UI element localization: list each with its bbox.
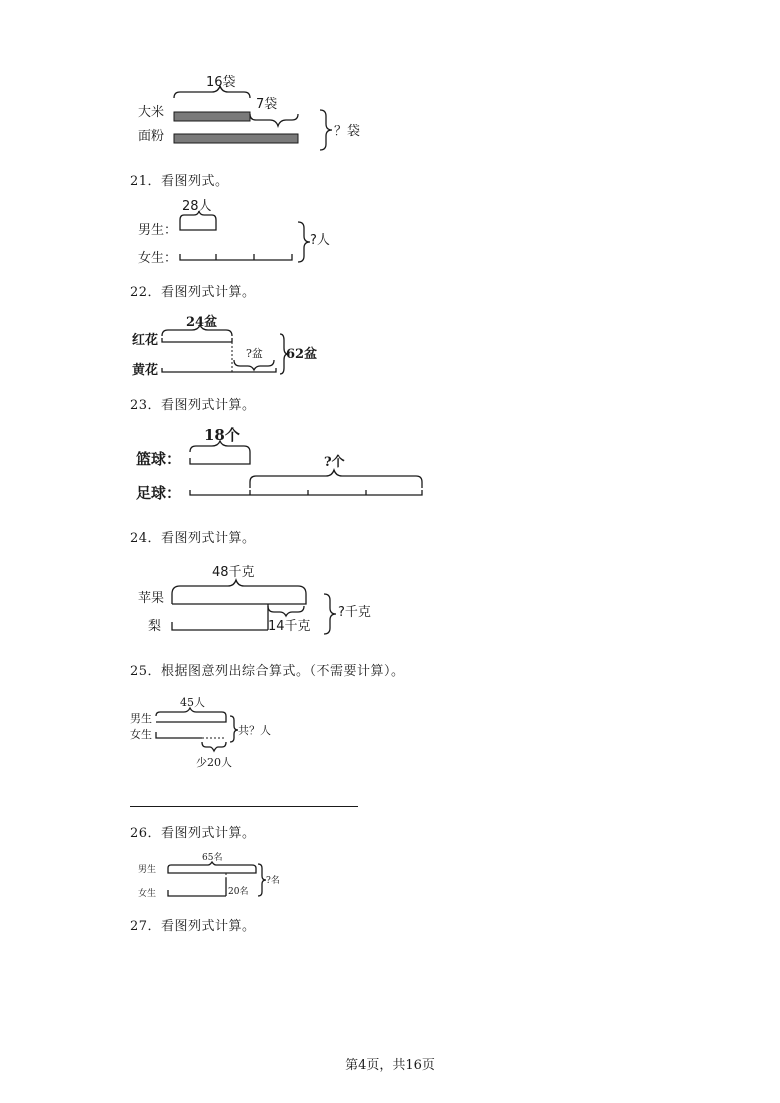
row-label-apple: 苹果 xyxy=(138,591,165,606)
diagram-q23 xyxy=(130,424,430,504)
label-top: 45人 xyxy=(180,696,205,709)
label-top: 65名 xyxy=(202,853,223,863)
row-label-rice: 大米 xyxy=(138,105,165,120)
label-total: ?人 xyxy=(310,233,330,248)
brace-diff xyxy=(202,742,226,751)
row-label-boys: 男生： xyxy=(138,223,178,238)
label-diff: ?盆 xyxy=(246,347,263,360)
label-total: ?千克 xyxy=(338,605,371,620)
row-label-girls: 女生 xyxy=(130,728,152,741)
line-boys xyxy=(168,868,256,873)
label-top: 48千克 xyxy=(212,565,255,580)
question-25: 25．根据图意列出综合算式。（不需要计算）。 xyxy=(130,664,405,679)
label-top: 28人 xyxy=(182,199,212,214)
diagram-q22 xyxy=(130,310,370,382)
line-girls xyxy=(168,890,226,896)
line-red xyxy=(162,338,232,342)
label-top: 18个 xyxy=(204,426,240,444)
diagram-rice-flour xyxy=(130,68,390,158)
line-yellow xyxy=(162,368,276,372)
label-diff: 20名 xyxy=(228,887,249,897)
brace-top xyxy=(156,708,226,722)
question-26: 26．看图列式计算。 xyxy=(130,826,256,841)
bar-flour xyxy=(174,134,298,143)
row-label-yellow: 黄花 xyxy=(132,363,159,378)
row-label-boys: 男生 xyxy=(130,712,152,725)
label-diff: 少20人 xyxy=(196,756,232,769)
brace-total xyxy=(230,716,238,742)
brace-total xyxy=(320,110,332,150)
diagram-q24 xyxy=(130,558,390,638)
row-label-red: 红花 xyxy=(132,333,159,348)
brace-top xyxy=(172,580,306,604)
label-unknown: ?个 xyxy=(324,455,345,470)
page-footer: 第4页，共16页 xyxy=(345,1058,435,1073)
brace-unknown xyxy=(250,470,422,488)
line-girls xyxy=(156,732,202,738)
row-label-flour: 面粉 xyxy=(138,129,165,144)
line-pear xyxy=(172,622,268,630)
diagram-q21 xyxy=(130,196,370,271)
label-total: 共？人 xyxy=(238,724,271,737)
label-top: 16袋 xyxy=(206,75,236,90)
line-girls xyxy=(180,254,292,260)
row-label-basketball: 篮球： xyxy=(136,450,182,468)
brace-total xyxy=(324,594,336,634)
brace-diff xyxy=(250,114,298,126)
row-label-girls: 女生： xyxy=(138,251,178,266)
brace-total xyxy=(298,222,310,262)
row-label-girls: 女生 xyxy=(138,889,157,899)
bar-rice xyxy=(174,112,250,121)
label-total: ？袋 xyxy=(334,124,361,139)
row-label-boys: 男生 xyxy=(138,865,157,875)
brace-total xyxy=(258,864,266,896)
line-football xyxy=(190,490,422,495)
label-diff: 7袋 xyxy=(256,97,278,112)
question-24: 24．看图列式计算。 xyxy=(130,531,256,546)
question-22: 22．看图列式计算。 xyxy=(130,285,256,300)
label-total: 62盆 xyxy=(286,347,318,362)
diagram-q25 xyxy=(130,692,300,772)
diagram-q26 xyxy=(130,850,300,906)
label-diff: 14千克 xyxy=(268,619,311,634)
label-total: ?名 xyxy=(266,876,280,886)
answer-line[interactable] xyxy=(130,806,358,807)
brace-diff xyxy=(234,360,274,370)
brace-top xyxy=(190,441,250,464)
question-27: 27．看图列式计算。 xyxy=(130,919,256,934)
question-21: 21．看图列式。 xyxy=(130,174,229,189)
question-23: 23．看图列式计算。 xyxy=(130,398,256,413)
row-label-pear: 梨 xyxy=(148,619,162,634)
brace-diff xyxy=(268,606,304,616)
label-top: 24盆 xyxy=(186,315,218,330)
brace-top xyxy=(168,862,256,868)
row-label-football: 足球： xyxy=(136,484,182,502)
